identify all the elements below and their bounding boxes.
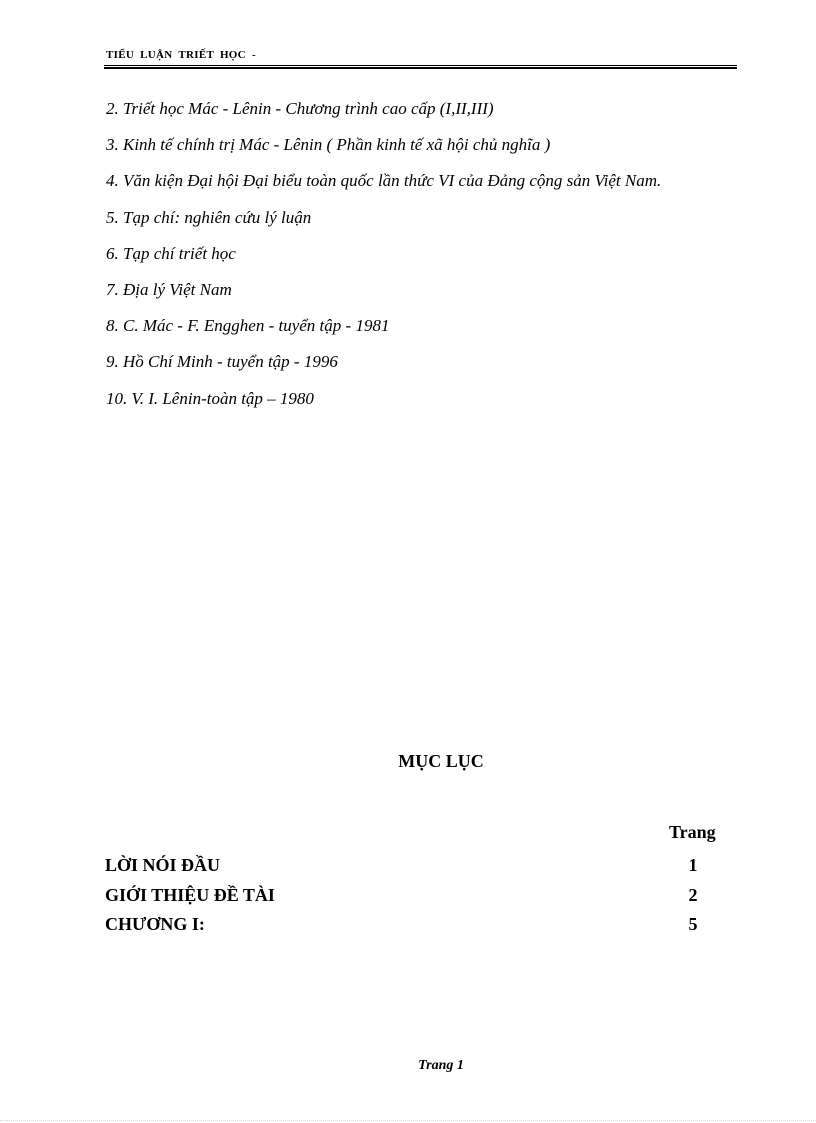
reference-item: 3. Kinh tế chính trị Mác - Lênin ( Phần kinh tế xã hội chủ nghĩa ) — [106, 135, 551, 155]
toc-title: MỤC LỤC — [398, 751, 484, 771]
toc-entry-page: 5 — [688, 914, 698, 934]
toc-page-column-header: Trang — [669, 822, 716, 842]
reference-item: 9. Hồ Chí Minh - tuyển tập - 1996 — [106, 352, 338, 372]
reference-item: 2. Triết học Mác - Lênin - Chương trình cao cấp (I,II,III) — [106, 99, 494, 118]
running-header: TIỂU LUẬN TRIẾT HỌC - — [106, 49, 256, 61]
reference-item: 5. Tạp chí: nghiên cứu lý luận — [106, 207, 312, 227]
page-footer: Trang 1 — [418, 1058, 464, 1073]
header-double-rule — [104, 65, 737, 69]
toc-entry — [105, 913, 705, 943]
toc-entries — [105, 854, 705, 943]
toc-entry — [105, 884, 705, 914]
reference-item: 4. Văn kiện Đại hội Đại biểu toàn quốc lần thức VI của Đảng cộng sản Việt Nam. — [106, 171, 662, 191]
toc-entry-page: 1 — [688, 855, 698, 875]
toc-entry-page: 2 — [688, 884, 698, 905]
toc-entry-label: LỜI NÓI ĐẦU — [105, 855, 221, 875]
page-bottom-edge — [0, 1120, 816, 1121]
reference-item: 6. Tạp chí triết học — [106, 243, 236, 263]
toc-entry-label: GIỚI THIỆU ĐỀ TÀI — [105, 884, 275, 905]
toc-entry-label: CHƯƠNG I: — [105, 914, 205, 934]
reference-list — [106, 98, 661, 424]
reference-item: 8. C. Mác - F. Engghen - tuyển tập - 1981 — [106, 316, 390, 336]
reference-item: 10. V. I. Lênin-toàn tập – 1980 — [106, 388, 314, 408]
reference-item: 7. Địa lý Việt Nam — [106, 279, 232, 299]
toc-entry — [105, 854, 705, 884]
